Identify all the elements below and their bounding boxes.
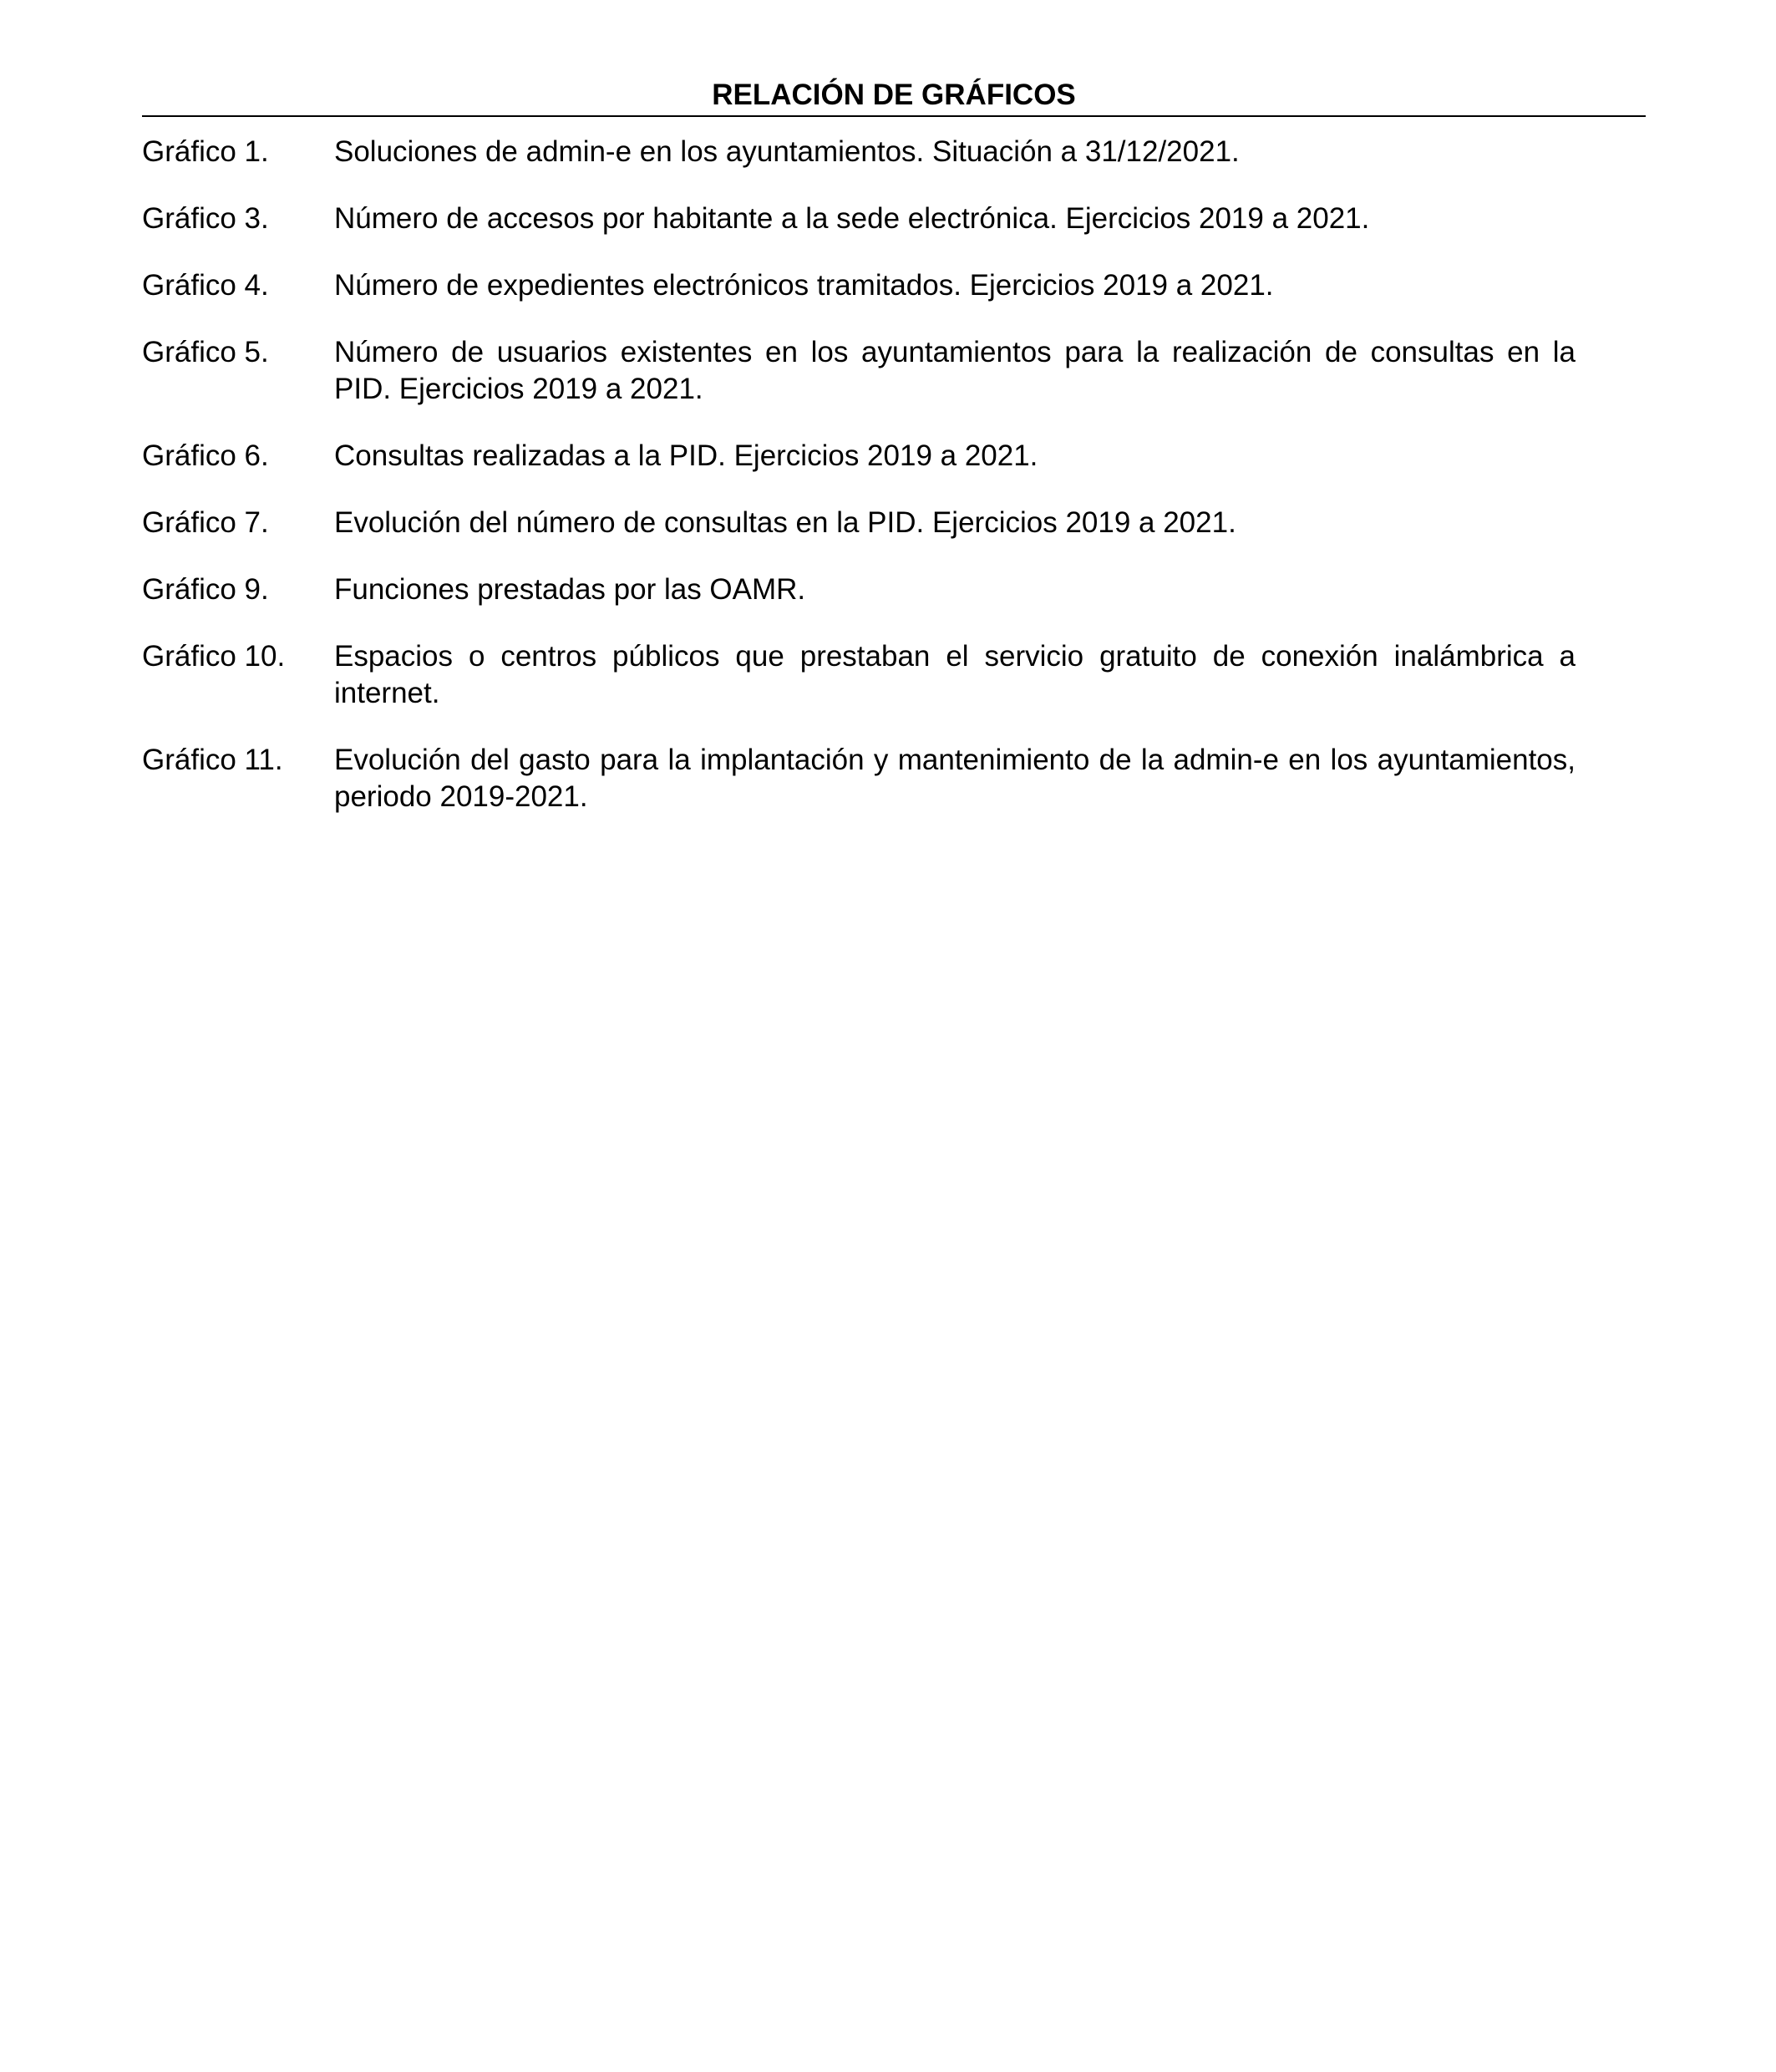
figure-label: Gráfico 3. bbox=[142, 202, 269, 235]
figure-label: Gráfico 1. bbox=[142, 135, 269, 168]
figure-label: Gráfico 9. bbox=[142, 573, 269, 606]
figure-caption: Número de accesos por habitante a la sede electrónica. Ejercicios 2019 a 2021. bbox=[334, 202, 1370, 235]
figure-caption: Número de usuarios existentes en los ayuntamientos para la realización de consultas en la PID. Ejercicios 2019 a 2021. bbox=[334, 336, 1576, 405]
page-title: RELACIÓN DE GRÁFICOS bbox=[142, 77, 1646, 117]
figure-caption: Espacios o centros públicos que prestaban el servicio gratuito de conexión inalámbrica a internet. bbox=[334, 640, 1576, 709]
list-item bbox=[142, 201, 1576, 237]
list-item bbox=[142, 742, 1576, 815]
figure-label: Gráfico 4. bbox=[142, 269, 269, 302]
figure-caption: Evolución del número de consultas en la PID. Ejercicios 2019 a 2021. bbox=[334, 506, 1236, 539]
figure-label: Gráfico 5. bbox=[142, 336, 269, 368]
figure-list bbox=[142, 134, 1576, 815]
list-item bbox=[142, 505, 1576, 541]
figure-caption: Número de expedientes electrónicos tramitados. Ejercicios 2019 a 2021. bbox=[334, 269, 1274, 302]
list-item bbox=[142, 571, 1576, 608]
list-item bbox=[142, 334, 1576, 408]
figure-caption: Evolución del gasto para la implantación y mantenimiento de la admin-e en los ayuntamientos, periodo 2019-2021. bbox=[334, 744, 1576, 813]
figure-caption: Soluciones de admin-e en los ayuntamientos. Situación a 31/12/2021. bbox=[334, 135, 1240, 168]
figure-caption: Funciones prestadas por las OAMR. bbox=[334, 573, 806, 606]
document-page bbox=[142, 77, 1646, 846]
list-item bbox=[142, 134, 1576, 170]
list-item bbox=[142, 267, 1576, 304]
figure-label: Gráfico 6. bbox=[142, 439, 269, 472]
figure-label: Gráfico 7. bbox=[142, 506, 269, 539]
figure-label: Gráfico 10. bbox=[142, 640, 286, 673]
figure-caption: Consultas realizadas a la PID. Ejercicios 2019 a 2021. bbox=[334, 439, 1038, 472]
list-item bbox=[142, 438, 1576, 475]
list-item bbox=[142, 638, 1576, 712]
figure-label: Gráfico 11. bbox=[142, 744, 283, 776]
